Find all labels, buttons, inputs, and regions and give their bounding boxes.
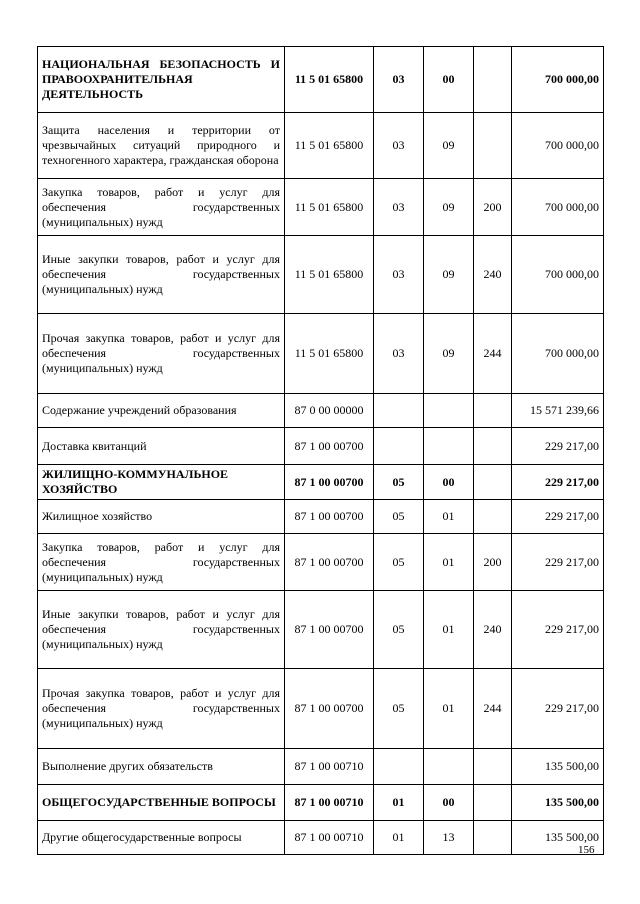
cell-section <box>374 428 424 465</box>
table-row <box>38 236 604 314</box>
cell-section: 05 <box>374 669 424 749</box>
cell-amount: 135 500,00 <box>512 821 604 855</box>
cell-name: Закупка товаров, работ и услуг для обеспечения государственных (муниципальных) нужд <box>38 534 285 591</box>
cell-subsection: 13 <box>424 821 474 855</box>
cell-code: 11 5 01 65800 <box>285 236 374 314</box>
cell-code: 87 1 00 00700 <box>285 428 374 465</box>
cell-subsection: 01 <box>424 500 474 534</box>
cell-code: 11 5 01 65800 <box>285 113 374 179</box>
cell-name: Иные закупки товаров, работ и услуг для обеспечения государственных (муниципальных) нужд <box>38 236 285 314</box>
cell-section: 03 <box>374 179 424 236</box>
cell-section: 05 <box>374 591 424 669</box>
cell-code: 87 1 00 00710 <box>285 821 374 855</box>
cell-amount: 229 217,00 <box>512 669 604 749</box>
cell-subsection <box>424 394 474 428</box>
cell-amount: 700 000,00 <box>512 314 604 394</box>
cell-section: 01 <box>374 785 424 821</box>
cell-code: 87 1 00 00700 <box>285 465 374 500</box>
table-row <box>38 428 604 465</box>
cell-name: Другие общегосударственные вопросы <box>38 821 285 855</box>
cell-type <box>474 394 512 428</box>
cell-amount: 229 217,00 <box>512 591 604 669</box>
cell-subsection: 09 <box>424 236 474 314</box>
cell-type <box>474 113 512 179</box>
cell-section: 03 <box>374 236 424 314</box>
cell-amount: 15 571 239,66 <box>512 394 604 428</box>
cell-code: 87 1 00 00700 <box>285 534 374 591</box>
cell-type <box>474 821 512 855</box>
cell-code: 11 5 01 65800 <box>285 314 374 394</box>
cell-name: ОБЩЕГОСУДАРСТВЕННЫЕ ВОПРОСЫ <box>38 785 285 821</box>
cell-section: 05 <box>374 500 424 534</box>
cell-name: Закупка товаров, работ и услуг для обеспечения государственных (муниципальных) нужд <box>38 179 285 236</box>
table-row <box>38 669 604 749</box>
cell-amount: 700 000,00 <box>512 236 604 314</box>
cell-amount: 700 000,00 <box>512 47 604 113</box>
cell-code: 87 1 00 00710 <box>285 785 374 821</box>
page-number: 156 <box>578 844 595 856</box>
cell-amount: 229 217,00 <box>512 534 604 591</box>
cell-name: Жилищное хозяйство <box>38 500 285 534</box>
cell-section <box>374 394 424 428</box>
cell-subsection: 01 <box>424 669 474 749</box>
budget-table <box>37 46 604 855</box>
table-row <box>38 749 604 785</box>
cell-amount: 229 217,00 <box>512 465 604 500</box>
cell-section: 03 <box>374 314 424 394</box>
table-row <box>38 314 604 394</box>
cell-type <box>474 428 512 465</box>
cell-subsection: 00 <box>424 465 474 500</box>
cell-type <box>474 749 512 785</box>
cell-subsection: 00 <box>424 47 474 113</box>
cell-name: ЖИЛИЩНО-КОММУНАЛЬНОЕ ХОЗЯЙСТВО <box>38 465 285 500</box>
cell-type <box>474 47 512 113</box>
cell-section: 03 <box>374 113 424 179</box>
cell-subsection: 09 <box>424 113 474 179</box>
cell-code: 87 1 00 00700 <box>285 591 374 669</box>
cell-amount: 135 500,00 <box>512 749 604 785</box>
table-body <box>38 47 604 855</box>
cell-code: 11 5 01 65800 <box>285 47 374 113</box>
cell-code: 87 0 00 00000 <box>285 394 374 428</box>
table-row <box>38 785 604 821</box>
cell-section: 03 <box>374 47 424 113</box>
cell-name: НАЦИОНАЛЬНАЯ БЕЗОПАСНОСТЬ И ПРАВООХРАНИТЕЛЬНАЯ ДЕЯТЕЛЬНОСТЬ <box>38 47 285 113</box>
table-row <box>38 591 604 669</box>
cell-subsection <box>424 749 474 785</box>
cell-name: Содержание учреждений образования <box>38 394 285 428</box>
cell-type <box>474 465 512 500</box>
cell-type <box>474 785 512 821</box>
cell-type: 244 <box>474 669 512 749</box>
cell-code: 11 5 01 65800 <box>285 179 374 236</box>
cell-code: 87 1 00 00700 <box>285 669 374 749</box>
table-row <box>38 113 604 179</box>
cell-section: 05 <box>374 465 424 500</box>
cell-amount: 135 500,00 <box>512 785 604 821</box>
table-row <box>38 534 604 591</box>
cell-subsection <box>424 428 474 465</box>
table-row <box>38 465 604 500</box>
cell-section: 01 <box>374 821 424 855</box>
cell-name: Защита населения и территории от чрезвычайных ситуаций природного и техногенного характера, гражданская оборона <box>38 113 285 179</box>
cell-subsection: 01 <box>424 534 474 591</box>
table-row <box>38 179 604 236</box>
cell-name: Выполнение других обязательств <box>38 749 285 785</box>
cell-name: Прочая закупка товаров, работ и услуг для обеспечения государственных (муниципальных) нужд <box>38 314 285 394</box>
cell-subsection: 09 <box>424 179 474 236</box>
cell-section <box>374 749 424 785</box>
cell-code: 87 1 00 00710 <box>285 749 374 785</box>
cell-amount: 700 000,00 <box>512 179 604 236</box>
cell-subsection: 09 <box>424 314 474 394</box>
cell-amount: 700 000,00 <box>512 113 604 179</box>
cell-amount: 229 217,00 <box>512 428 604 465</box>
cell-name: Прочая закупка товаров, работ и услуг для обеспечения государственных (муниципальных) нужд <box>38 669 285 749</box>
table-row <box>38 821 604 855</box>
cell-type <box>474 500 512 534</box>
table-row <box>38 500 604 534</box>
cell-amount: 229 217,00 <box>512 500 604 534</box>
cell-type: 200 <box>474 534 512 591</box>
cell-name: Иные закупки товаров, работ и услуг для обеспечения государственных (муниципальных) нужд <box>38 591 285 669</box>
cell-type: 200 <box>474 179 512 236</box>
cell-subsection: 01 <box>424 591 474 669</box>
cell-code: 87 1 00 00700 <box>285 500 374 534</box>
cell-type: 244 <box>474 314 512 394</box>
cell-subsection: 00 <box>424 785 474 821</box>
table-row <box>38 47 604 113</box>
cell-type: 240 <box>474 236 512 314</box>
cell-section: 05 <box>374 534 424 591</box>
cell-name: Доставка квитанций <box>38 428 285 465</box>
cell-type: 240 <box>474 591 512 669</box>
table-row <box>38 394 604 428</box>
